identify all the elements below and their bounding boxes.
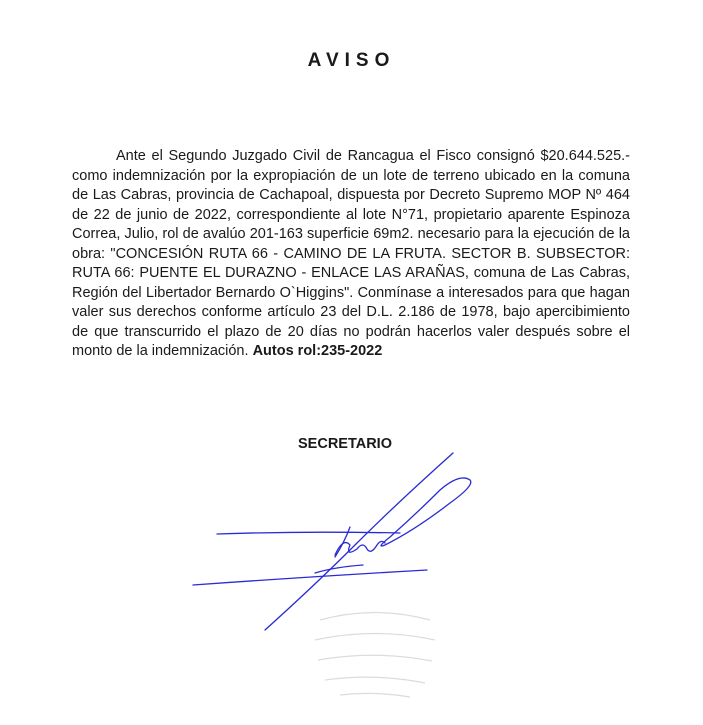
signatory-title: SECRETARIO (298, 436, 392, 452)
notice-body-text: Ante el Segundo Juzgado Civil de Rancagua el Fisco consignó $20.644.525.- como indemnización por la expropiación de un lote de terreno ubicado en la comuna de Las Cabras, provincia de Cachapoal, dispuesta por Decreto Supremo MOP Nº 464 de 22 de junio de 2022, correspondiente al lote N°71, propietario aparente Espinoza Correa, Julio, rol de avalúo 201-163 superficie 69m2. necesario para la ejecución de la obra: "CONCESIÓN RUTA 66 - CAMINO DE LA FRUTA. SECTOR B. SUBSECTOR: RUTA 66: PUENTE EL DURAZNO - ENLACE LAS ARAÑAS, comuna de Las Cabras, Región del Libertador Bernardo O`Higgins". Conmínase a interesados para que hagan valer sus derechos conforme artículo 23 del D.L. 2.186 de 1978, bajo apercibimiento de que transcurrido el plazo de 20 días no podrán hacerlos valer después sobre el monto de la indemnización. (72, 148, 630, 359)
case-number: Autos rol:235-2022 (252, 343, 383, 359)
handwritten-signature (185, 445, 485, 645)
notice-paragraph (72, 147, 630, 362)
document-title: AVISO (307, 50, 396, 71)
